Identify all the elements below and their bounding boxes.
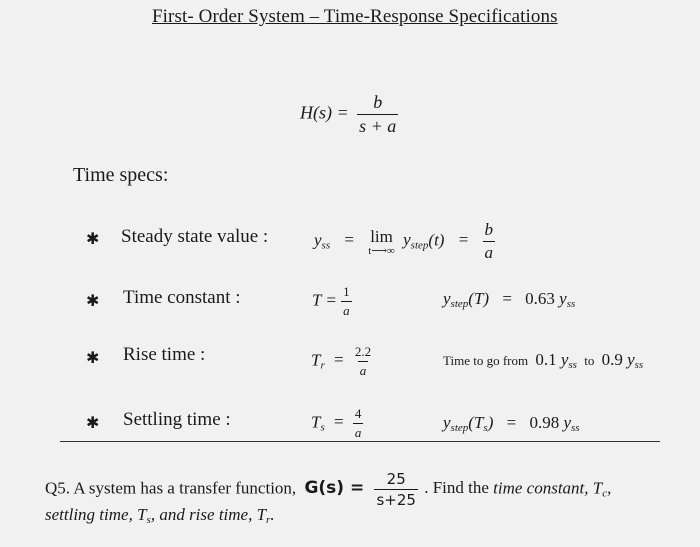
question-prefix: Q5. A system has a transfer function, bbox=[45, 478, 297, 498]
question-line-2: settling time, $T_s$, and rise time, $T_r$. bbox=[45, 505, 275, 526]
section-divider bbox=[60, 441, 660, 442]
question-g-denominator: s+25 bbox=[376, 491, 416, 509]
spec-label-rise-time: Rise time : bbox=[123, 344, 206, 365]
settling-time-formula: $T_s$ = $\frac{4}{a}$ bbox=[311, 406, 362, 440]
question-line-1: Q5. A system has a transfer function, G(s) = $\frac{25}{s+25}$ . Find the time constant, $T_c$, bbox=[45, 470, 612, 509]
bullet-icon: ✱ bbox=[86, 350, 100, 367]
transfer-function bbox=[300, 92, 398, 137]
question-g-lhs: G(s) = bbox=[304, 478, 365, 499]
spec-label-time-constant: Time constant : bbox=[123, 287, 241, 308]
transfer-function-fraction bbox=[357, 92, 398, 137]
bullet-icon: ✱ bbox=[86, 231, 100, 248]
transfer-function-numerator: b bbox=[373, 92, 383, 112]
spec-label-settling-time: Settling time : bbox=[123, 409, 231, 430]
rise-time-condition: Time to go from 0.1 $y_{ss}$ to 0.9 $y_{ss}$ bbox=[443, 350, 644, 371]
transfer-function-denominator: s + a bbox=[359, 116, 397, 136]
limit-operator: lim t⟶∞ bbox=[368, 226, 395, 257]
spec-label-steady-state: Steady state value : bbox=[121, 226, 269, 247]
bullet-icon: ✱ bbox=[86, 415, 100, 432]
question-g-fraction bbox=[374, 470, 417, 509]
steady-state-formula: $y_{ss}$ = lim t⟶∞ $y_{step}(t)$ = $\frac{b}{a}$ bbox=[314, 220, 494, 262]
transfer-function-lhs: H(s) = bbox=[300, 102, 349, 123]
bullet-icon: ✱ bbox=[86, 293, 100, 310]
question-g-numerator: 25 bbox=[386, 470, 406, 488]
page-title: First- Order System – Time-Response Specifications bbox=[152, 6, 558, 27]
time-specs-heading: Time specs: bbox=[73, 164, 169, 186]
time-constant-condition: $y_{step}(T) = 0.63$ $y_{ss}$ bbox=[443, 289, 576, 310]
settling-time-condition: $y_{step}(T_s) = 0.98$ $y_{ss}$ bbox=[443, 413, 580, 434]
rise-time-formula: $T_r$ = $\frac{2.2}{a}$ bbox=[311, 344, 372, 378]
time-constant-formula: T = $\frac{1}{a}$ bbox=[312, 284, 350, 318]
